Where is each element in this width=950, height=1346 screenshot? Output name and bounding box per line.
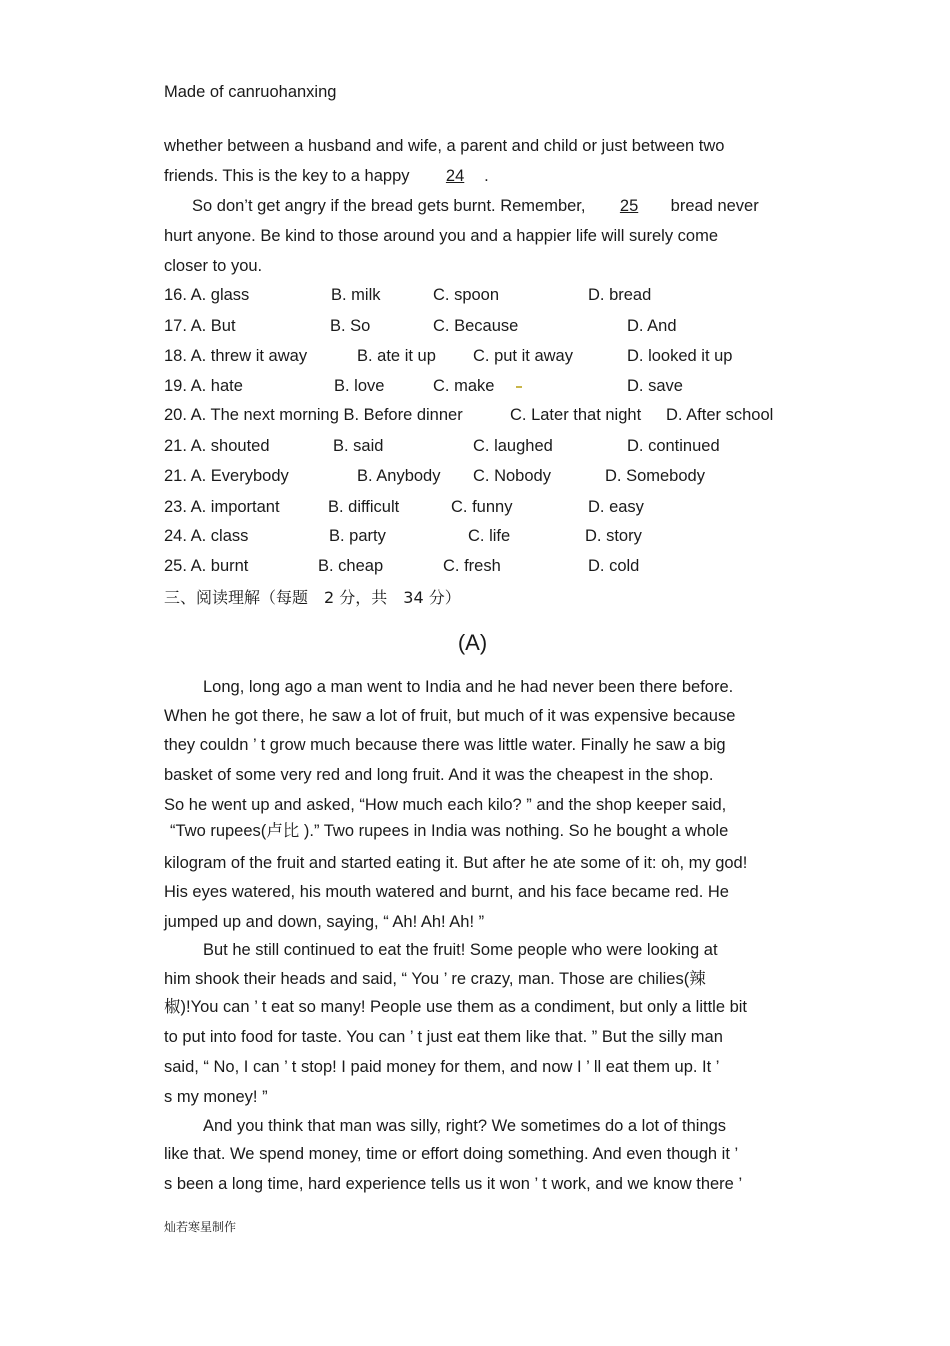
option-c: C. spoon [433,286,500,304]
reading-line: like that. We spend money, time or effort doing something. And even though it ’ [164,1145,739,1163]
option-d: D. bread [588,286,652,304]
reading-line: s my money! ” [164,1088,268,1106]
option-c: C. fresh [443,557,501,575]
option-a: 19. A. hate [164,377,243,395]
option-a: 21. A. shouted [164,437,270,455]
page-header: Made of canruohanxing [164,83,337,101]
passage-heading: (A) [457,630,488,655]
blank-24: 24 [445,167,465,185]
option-d: D. cold [588,557,640,575]
stray-mark [516,386,522,388]
passage-text: friends. This is the key to a happy [164,167,410,185]
reading-line: And you think that man was silly, right? We sometimes do a lot of things [203,1117,727,1135]
option-a: 24. A. class [164,527,249,545]
option-a: 21. A. Everybody [164,467,289,485]
option-b: B. said [333,437,384,455]
option-d: D. continued [627,437,720,455]
reading-line: they couldn ’ t grow much because there was little water. Finally he saw a big [164,736,726,754]
option-a: 17. A. But [164,317,236,335]
reading-line: His eyes watered, his mouth watered and burnt, and his face became red. He [164,883,729,901]
option-d: D. After school [666,406,774,424]
passage-line [164,166,489,186]
passage-text: So don’t get angry if the bread gets burnt. Remember, [192,197,586,215]
reading-line: 椒)!You can ’ t eat so many! People use them as a condiment, but only a little bit [164,998,748,1016]
reading-line: him shook their heads and said, “ You ’ re crazy, man. Those are chilies(辣 [164,970,706,988]
option-d: D. easy [588,498,644,516]
option-a: 16. A. glass [164,286,250,304]
option-d: D. And [627,317,677,335]
reading-line: basket of some very red and long fruit. And it was the cheapest in the shop. [164,766,714,784]
page-footer: 灿若寒星制作 [164,1220,237,1234]
option-b: B. Anybody [357,467,441,485]
option-c: C. Nobody [473,467,551,485]
option-a: 25. A. burnt [164,557,249,575]
reading-line: So he went up and asked, “How much each kilo? ” and the shop keeper said, [164,796,727,814]
reading-line: s been a long time, hard experience tells us it won ’ t work, and we know there ’ [164,1175,743,1193]
option-c: C. Because [433,317,519,335]
blank-25: 25 [619,197,639,215]
reading-line: kilogram of the fruit and started eating it. But after he ate some of it: oh, my god! [164,854,748,872]
option-c: C. put it away [473,347,573,365]
passage-line: whether between a husband and wife, a parent and child or just between two [164,137,725,155]
reading-line: “Two rupees(卢比 ).” Two rupees in India was nothing. So he bought a whole [170,822,729,840]
option-a: 23. A. important [164,498,280,516]
option-b: B. difficult [328,498,400,516]
option-c: C. Later that night [510,406,642,424]
reading-line: Long, long ago a man went to India and he had never been there before. [203,678,734,696]
option-d: D. story [585,527,642,545]
option-a: 18. A. threw it away [164,347,308,365]
reading-line: jumped up and down, saying, “ Ah! Ah! Ah! ” [164,913,485,931]
reading-line: When he got there, he saw a lot of fruit, but much of it was expensive because [164,707,736,725]
option-d: D. Somebody [605,467,705,485]
option-c: C. funny [451,498,513,516]
reading-line: to put into food for taste. You can ’ t just eat them like that. ” But the silly man [164,1028,723,1046]
passage-line [192,196,759,216]
option-c: C. make [433,377,495,395]
option-a-b: 20. A. The next morning B. Before dinner [164,406,463,424]
option-b: B. milk [331,286,381,304]
passage-line: hurt anyone. Be kind to those around you and a happier life will surely come [164,227,718,245]
option-d: D. save [627,377,683,395]
option-b: B. cheap [318,557,384,575]
reading-line: But he still continued to eat the fruit! Some people who were looking at [203,941,718,959]
option-d: D. looked it up [627,347,733,365]
option-b: B. So [330,317,371,335]
passage-text: . [484,167,489,185]
passage-line: closer to you. [164,257,263,275]
option-b: B. ate it up [357,347,436,365]
option-b: B. love [334,377,385,395]
option-b: B. party [329,527,386,545]
option-c: C. laughed [473,437,553,455]
passage-text: bread never [670,197,759,215]
reading-line: said, “ No, I can ’ t stop! I paid money for them, and now I ’ ll eat them up. It ’ [164,1058,720,1076]
option-c: C. life [468,527,511,545]
section-title: 三、阅读理解（每题 2 分，共 34 分） [164,588,461,607]
